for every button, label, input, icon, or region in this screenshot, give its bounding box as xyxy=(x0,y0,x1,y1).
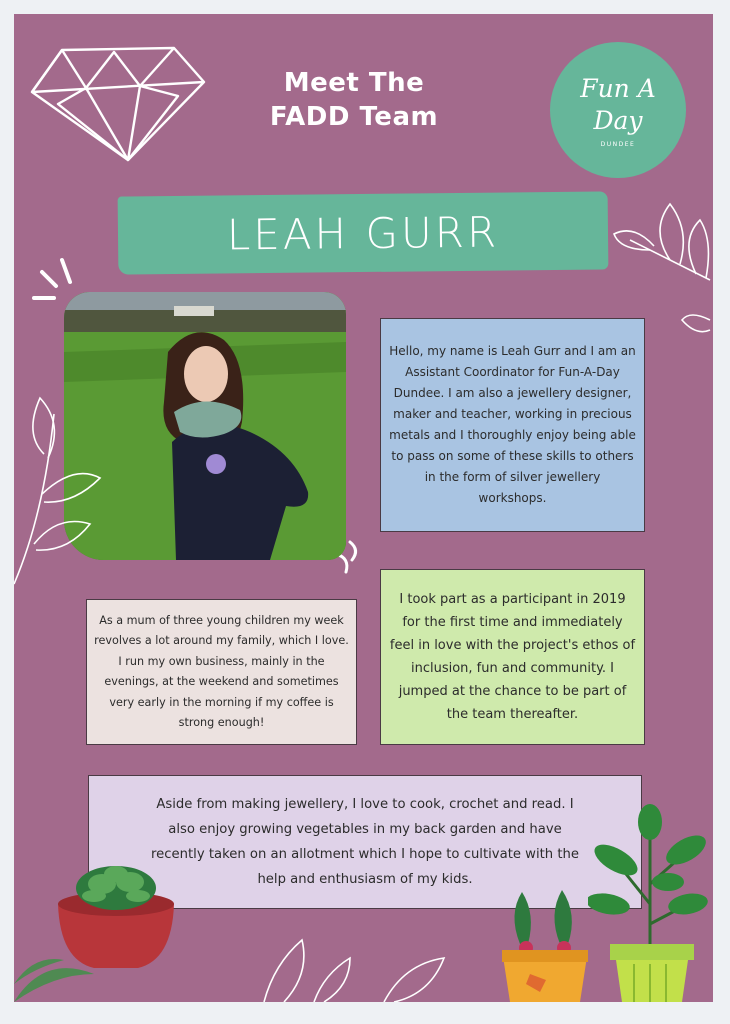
intro-text-box xyxy=(380,318,645,532)
potted-plant-icon xyxy=(588,804,708,1002)
fun-a-day-logo xyxy=(550,42,686,178)
leaf-icon xyxy=(14,394,104,594)
diamond-icon xyxy=(28,40,208,164)
page-title xyxy=(254,66,454,134)
radish-pot-icon xyxy=(500,884,590,1002)
poster xyxy=(14,14,713,1002)
logo-line-2: Day xyxy=(593,105,643,135)
logo-line-3: DUNDEE xyxy=(600,140,636,148)
fern-icon xyxy=(14,944,104,1002)
participant-text-box xyxy=(380,569,645,745)
family-text: As a mum of three young children my week revolves a lot around my family, which I love. I run my own business, mainly in the evenings, at the weekend and sometimes very early in the morning if my coffee is strong enough! xyxy=(94,613,349,729)
title-line-2: FADD Team xyxy=(269,102,439,132)
leah-photo xyxy=(64,292,346,560)
family-text-box xyxy=(86,599,357,745)
title-line-1: Meet The xyxy=(283,68,425,98)
name-banner: LEAH GURR xyxy=(118,191,609,274)
leaf-icon xyxy=(254,934,454,1002)
logo-line-1: Fun A xyxy=(580,73,656,103)
hobbies-text: Aside from making jewellery, I love to cook, crochet and read. I also enjoy growing vegetables in my back garden and have recently taken on an allotment which I hope to cultivate with the help and enthusiasm of my kids. xyxy=(151,797,579,887)
participant-text: I took part as a participant in 2019 for the first time and immediately feel in love with the project's ethos of inclusion, fun and community. I jumped at the chance to be part of the team thereafter. xyxy=(389,592,636,722)
leaf-icon xyxy=(610,200,713,350)
intro-text: Hello, my name is Leah Gurr and I am an Assistant Coordinator for Fun-A-Day Dundee. I am also a jewellery designer, maker and teacher, working in precious metals and I thoroughly enjoy being able to pass on some of these skills to others in the form of silver jewellery workshops. xyxy=(389,344,636,505)
